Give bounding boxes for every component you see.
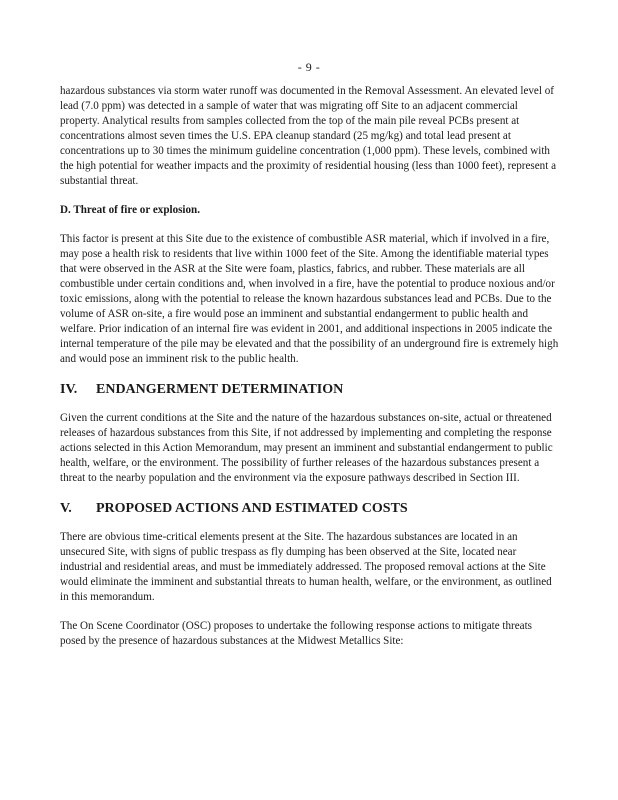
section-number: IV. <box>60 382 78 397</box>
paragraph-proposed-actions: There are obvious time-critical elements present at the Site. The hazardous substances are located in an unsecured Site, with signs of public trespass as fly dumping has been observed at the Site, located near industrial and residential areas, and must be immediately addressed. The proposed removal actions at the Site would eliminate the imminent and substantial threats to human health, welfare, or the environment, as outlined in this memorandum. <box>60 531 552 603</box>
section-number: V. <box>60 501 72 516</box>
paragraph-storm-water: hazardous substances via storm water runoff was documented in the Removal Assessment. An elevated level of lead (7.0 ppm) was detected in a sample of water that was migrating off Site to an adjacent commercial property. Analytical results from samples collected from the top of the main pile reveal PCBs present at concentrations almost seven times the U.S. EPA cleanup standard (25 mg/kg) and total lead present at concentrations up to 30 times the minimum guideline concentration (1,000 ppm). These levels, combined with the high potential for weather impacts and the proximity of residential housing (less than 1000 feet), represent a substantial threat. <box>60 85 556 187</box>
document-body <box>60 84 560 663</box>
paragraph-endangerment: Given the current conditions at the Site and the nature of the hazardous substances on-site, actual or threatened releases of hazardous substances from this Site, if not addressed by implementing and completing the response actions selected in this Action Memorandum, may present an imminent and substantial endangerment to public health, welfare, or the environment. The possibility of further releases of the hazardous substances present a threat to the nearby population and the environment via the exposure pathways described in Section III. <box>60 412 553 484</box>
section-heading-proposed-actions <box>60 500 560 518</box>
page-number: - 9 - <box>297 60 321 74</box>
section-title: PROPOSED ACTIONS AND ESTIMATED COSTS <box>96 501 408 516</box>
paragraph-fire: This factor is present at this Site due to the existence of combustible ASR material, which if involved in a fire, may pose a health risk to residents that live within 1000 feet of the Site. Among the identifiable material types that were observed in the ASR at the Site were foam, plastics, fabrics, and rubber. These materials are all combustible under certain conditions and, when involved in a fire, have the potential to produce noxious and/or toxic emissions, along with the potential to release the known hazardous substances lead and PCBs. Due to the volume of ASR on-site, a fire would pose an imminent and substantial endangerment to public health and welfare. Prior indication of an internal fire was evident in 2001, and additional inspections in 2005 indicate the internal temperature of the pile may be elevated and that the possibility of an underground fire is extremely high and would pose an imminent risk to the public health. <box>60 233 559 365</box>
section-title: ENDANGERMENT DETERMINATION <box>96 382 344 397</box>
paragraph-osc: The On Scene Coordinator (OSC) proposes to undertake the following response actions to mitigate threats posed by the presence of hazardous substances at the Midwest Metallics Site: <box>60 620 532 647</box>
subheading-fire-threat: D. Threat of fire or explosion. <box>60 204 201 216</box>
section-heading-endangerment <box>60 381 560 399</box>
